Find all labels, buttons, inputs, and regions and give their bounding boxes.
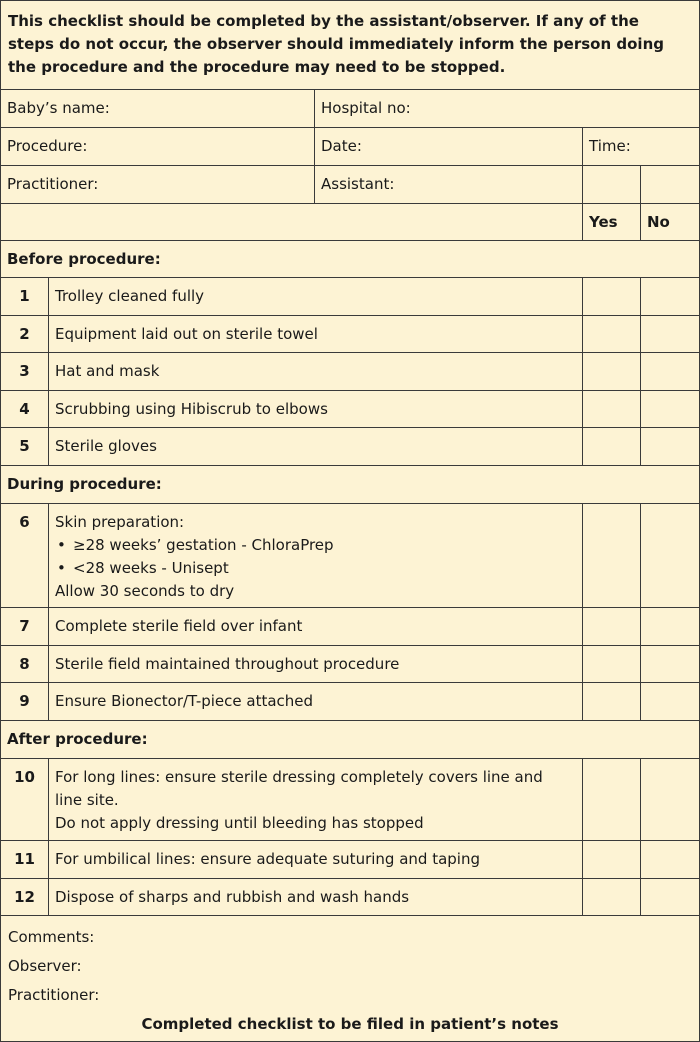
yes-checkbox[interactable]	[582, 278, 640, 315]
step-row	[1, 278, 699, 316]
staff-row	[1, 166, 699, 204]
step-number: 2	[19, 324, 30, 343]
step-note: Do not apply dressing until bleeding has stopped	[55, 814, 424, 832]
section-before-label: Before procedure:	[7, 249, 161, 268]
step-text: Skin preparation:	[55, 513, 185, 531]
intro-row	[1, 1, 699, 90]
step-row	[1, 504, 699, 608]
yes-checkbox[interactable]	[582, 316, 640, 352]
no-checkbox[interactable]	[640, 316, 699, 352]
step-bullets	[55, 534, 582, 580]
no-checkbox[interactable]	[640, 683, 699, 720]
step-text: Dispose of sharps and rubbish and wash hands	[48, 879, 582, 915]
date-field[interactable]: Date:	[314, 128, 582, 165]
yes-no-header-row	[1, 204, 699, 241]
step-text: Sterile field maintained throughout procedure	[48, 646, 582, 682]
blank-cell	[640, 166, 699, 203]
time-field[interactable]: Time:	[582, 128, 699, 165]
yes-checkbox[interactable]	[582, 683, 640, 720]
no-checkbox[interactable]	[640, 428, 699, 465]
yes-column-header: Yes	[582, 204, 640, 240]
yes-checkbox[interactable]	[582, 391, 640, 427]
step-row	[1, 428, 699, 466]
step-number: 9	[19, 692, 30, 710]
step-text: Ensure Bionector/T-piece attached	[48, 683, 582, 720]
step-row	[1, 353, 699, 391]
step-row	[1, 316, 699, 353]
step-number: 8	[19, 654, 30, 673]
step-number: 11	[14, 850, 35, 868]
comments-field[interactable]: Comments:	[8, 928, 95, 946]
step-text: Sterile gloves	[48, 428, 582, 465]
no-checkbox[interactable]	[640, 608, 699, 645]
section-after-label: After procedure:	[7, 730, 148, 748]
bullet-item: • ≥28 weeks’ gestation - ChloraPrep	[55, 534, 582, 557]
yes-checkbox[interactable]	[582, 428, 640, 465]
no-checkbox[interactable]	[640, 879, 699, 915]
no-checkbox[interactable]	[640, 646, 699, 682]
step-text-block	[48, 759, 582, 840]
step-row	[1, 646, 699, 683]
intro-text: This checklist should be completed by the assistant/observer. If any of the steps do not occur, the observer should immediately inform the person doing the procedure and the procedure may need to be stopped.	[8, 12, 664, 76]
step-row	[1, 879, 699, 916]
step-text: Hat and mask	[48, 353, 582, 390]
bullet-item: • <28 weeks - Unisept	[55, 557, 582, 580]
no-checkbox[interactable]	[640, 391, 699, 427]
hospital-no-field[interactable]: Hospital no:	[314, 90, 699, 127]
yes-checkbox[interactable]	[582, 608, 640, 645]
step-row	[1, 391, 699, 428]
step-text-block	[48, 504, 582, 607]
practitioner-sign-field[interactable]: Practitioner:	[8, 986, 100, 1004]
yes-checkbox[interactable]	[582, 646, 640, 682]
section-header	[1, 721, 699, 759]
yes-checkbox[interactable]	[582, 353, 640, 390]
step-number: 10	[14, 768, 35, 786]
step-note: Allow 30 seconds to dry	[55, 582, 235, 600]
section-header	[1, 466, 699, 504]
observer-field[interactable]: Observer:	[8, 957, 82, 975]
step-row	[1, 608, 699, 646]
step-text: For long lines: ensure sterile dressing completely covers line and line site.	[55, 768, 543, 809]
step-text: Trolley cleaned fully	[48, 278, 582, 315]
step-row	[1, 683, 699, 721]
yes-checkbox[interactable]	[582, 841, 640, 878]
section-header	[1, 241, 699, 278]
blank-cell	[582, 166, 640, 203]
step-number: 5	[19, 437, 30, 455]
step-text: Complete sterile field over infant	[48, 608, 582, 645]
step-number: 6	[19, 513, 30, 531]
assistant-field[interactable]: Assistant:	[314, 166, 582, 203]
patient-row	[1, 90, 699, 128]
practitioner-field[interactable]: Practitioner:	[7, 175, 99, 193]
baby-name-field[interactable]: Baby’s name:	[7, 99, 110, 117]
step-number: 3	[19, 362, 30, 380]
procedure-row	[1, 128, 699, 166]
no-checkbox[interactable]	[640, 278, 699, 315]
step-row	[1, 759, 699, 841]
no-column-header: No	[640, 204, 699, 240]
no-checkbox[interactable]	[640, 504, 699, 607]
yes-checkbox[interactable]	[582, 879, 640, 915]
step-text: Equipment laid out on sterile towel	[48, 316, 582, 352]
step-number: 1	[19, 287, 30, 305]
no-checkbox[interactable]	[640, 841, 699, 878]
step-number: 7	[19, 617, 30, 635]
no-checkbox[interactable]	[640, 759, 699, 840]
filing-note: Completed checklist to be filed in patient’s notes	[141, 1015, 559, 1033]
step-text: For umbilical lines: ensure adequate suturing and taping	[48, 841, 582, 878]
no-checkbox[interactable]	[640, 353, 699, 390]
step-number: 12	[14, 887, 35, 906]
step-number: 4	[19, 399, 30, 418]
step-text: Scrubbing using Hibiscrub to elbows	[48, 391, 582, 427]
procedure-field[interactable]: Procedure:	[7, 137, 88, 155]
yes-checkbox[interactable]	[582, 504, 640, 607]
section-during-label: During procedure:	[7, 475, 162, 493]
yes-checkbox[interactable]	[582, 759, 640, 840]
step-row	[1, 841, 699, 879]
